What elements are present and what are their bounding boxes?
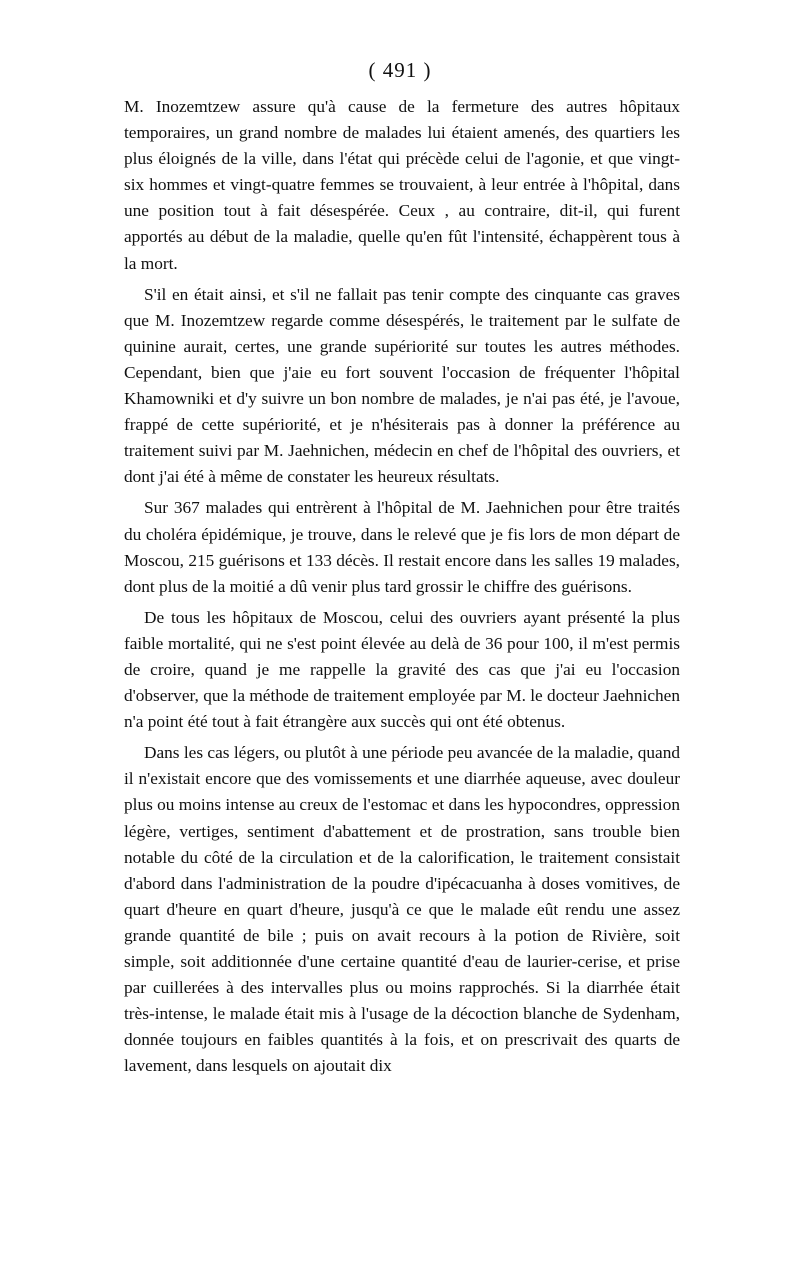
paragraph-2: S'il en était ainsi, et s'il ne fallait pas tenir compte des cinquante cas graves que M. Inozemtzew regarde comme désespérés, le traitement par le sulfate de quinine aurait, certes, une grande supériorité sur toutes les autres méthodes. Cependant, bien que j'aie eu fort souvent l'occasion de fréquenter l'hôpital Khamowniki et d'y suivre un bon nombre de malades, je n'ai pas été, je l'avoue, frappé de cette supériorité, et je n'hésiterais pas à donner la préférence au traitement suivi par M. Jaehnichen, médecin en chef de l'hôpital des ouvriers, et dont j'ai été à même de constater les heureux résultats. [124,284,680,487]
paragraph-5: Dans les cas légers, ou plutôt à une période peu avancée de la maladie, quand il n'existait encore que des vomissements et une diarrhée aqueuse, avec douleur plus ou moins intense au creux de l'estomac et dans les hypocondres, oppression légère, vertiges, sentiment d'abattement et de prostration, sans trouble bien notable du côté de la circulation et de la calorification, le traitement consistait d'abord dans l'administration de la poudre d'ipécacuanha à doses vomitives, de quart d'heure en quart d'heure, jusqu'à ce que le malade eût rendu une assez grande quantité de bile ; puis on avait recours à la potion de Rivière, soit simple, soit additionnée d'une certaine quantité d'eau de laurier-cerise, et prise par cuillerées à des intervalles plus ou moins rapprochés. Si la diarrhée était très-intense, le malade était mis à l'usage de la décoction blanche de Sydenham, donnée toujours en faibles quantités à la fois, et on prescrivait des quarts de lavement, dans lesquels on ajoutait dix [124,743,680,1076]
body-text [124,94,680,1084]
page-number: ( 491 ) [368,58,432,82]
paragraph-1: M. Inozemtzew assure qu'à cause de la fermeture des autres hôpitaux temporaires, un grand nombre de malades lui étaient amenés, des quartiers les plus éloignés de la ville, dans l'état qui précède celui de l'agonie, et que vingt-six hommes et vingt-quatre femmes se trouvaient, à leur entrée à l'hôpital, dans une position tout à fait désespérée. Ceux , au contraire, dit-il, qui furent apportés au début de la maladie, quelle qu'en fût l'intensité, échappèrent tous à la mort. [124,97,680,273]
paragraph-4: De tous les hôpitaux de Moscou, celui des ouvriers ayant présenté la plus faible mortalité, qui ne s'est point élevée au delà de 36 pour 100, il m'est permis de croire, quand je me rappelle la gravité des cas que j'ai eu l'occasion d'observer, que la méthode de traitement employée par M. le docteur Jaehnichen n'a point été tout à fait étrangère aux succès qui ont été obtenus. [124,607,680,732]
paragraph-3: Sur 367 malades qui entrèrent à l'hôpital de M. Jaehnichen pour être traités du choléra épidémique, je trouve, dans le relevé que je fis lors de mon départ de Moscou, 215 guérisons et 133 décès. Il restait encore dans les salles 19 malades, dont plus de la moitié a dû venir plus tard grossir le chiffre des guérisons. [124,498,680,596]
